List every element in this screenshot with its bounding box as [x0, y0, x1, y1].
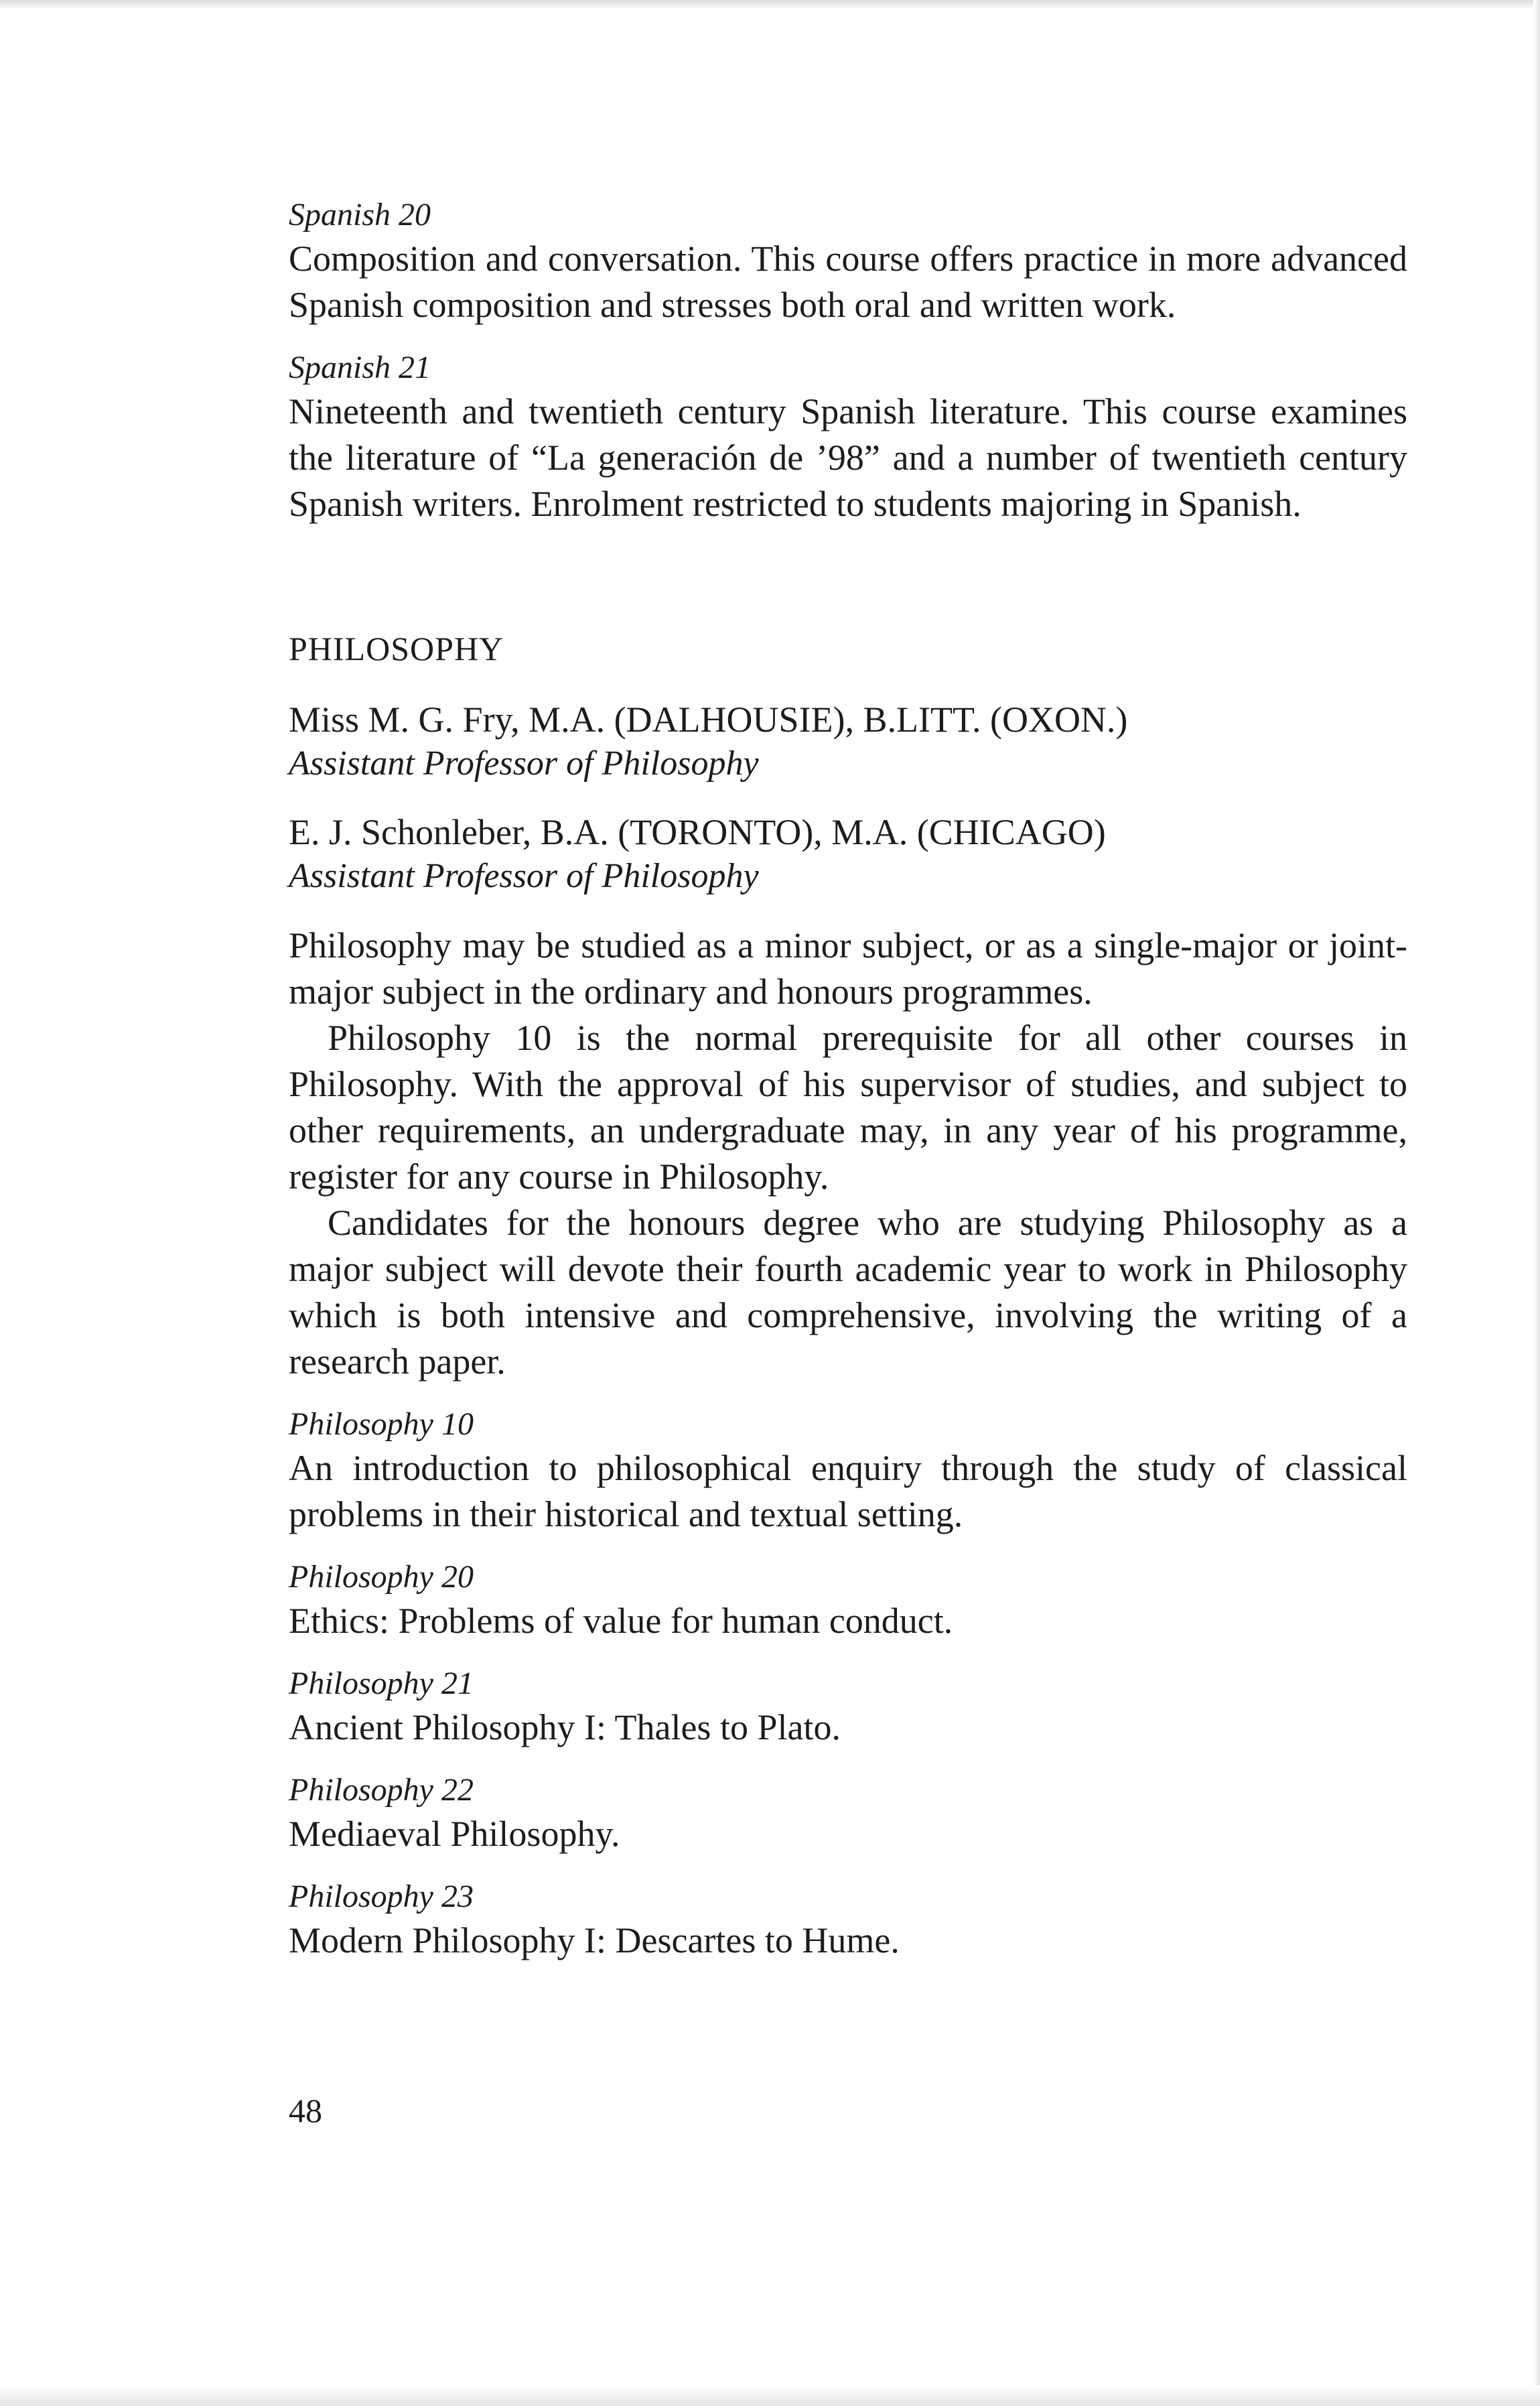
course-philosophy-23 [289, 1876, 1407, 1964]
course-spanish-20 [289, 194, 1407, 328]
course-philosophy-10 [289, 1404, 1407, 1538]
course-description: Ethics: Problems of value for human conduct. [289, 1601, 953, 1641]
course-title: Philosophy 20 [289, 1559, 474, 1595]
course-spanish-21 [289, 347, 1407, 527]
faculty-name: Miss M. G. Fry, M.A. (DALHOUSIE), B.LITT. (OXON.) [289, 699, 1128, 740]
faculty-member [289, 810, 1407, 898]
philosophy-overview [289, 923, 1407, 1385]
section-heading-philosophy: PHILOSOPHY [289, 630, 504, 667]
course-title: Spanish 20 [289, 197, 431, 232]
course-description: Modern Philosophy I: Descartes to Hume. [289, 1920, 900, 1960]
faculty-title: Assistant Professor of Philosophy [289, 744, 759, 783]
course-philosophy-21 [289, 1663, 1407, 1751]
page-content [289, 194, 1407, 1983]
faculty-name: E. J. Schonleber, B.A. (TORONTO), M.A. (CHICAGO) [289, 812, 1106, 852]
page-top-edge [0, 0, 1540, 9]
course-description: Ancient Philosophy I: Thales to Plato. [289, 1707, 841, 1747]
faculty-title: Assistant Professor of Philosophy [289, 857, 759, 895]
page-number: 48 [289, 2092, 322, 2129]
course-description: Nineteenth and twentieth century Spanish literature. This course examines the literature of “La generación de ’98” and a number of twentieth century Spanish writers. Enrolment restricted to students majoring in Spanish. [289, 391, 1407, 524]
page-bottom-edge [0, 2385, 1540, 2406]
course-description: Mediaeval Philosophy. [289, 1814, 620, 1854]
course-title: Philosophy 23 [289, 1879, 474, 1914]
course-philosophy-20 [289, 1556, 1407, 1644]
paragraph: Candidates for the honours degree who are studying Philosophy as a major subject will devote their fourth academic year to work in Philosophy which is both intensive and comprehensive, involving the writing of a research paper. [289, 1203, 1407, 1382]
course-title: Philosophy 22 [289, 1772, 474, 1808]
page-right-edge [1533, 0, 1540, 2406]
paragraph: Philosophy may be studied as a minor subject, or as a single-major or joint-major subject in the ordinary and honours programmes. [289, 925, 1407, 1012]
course-philosophy-22 [289, 1769, 1407, 1857]
course-title: Philosophy 10 [289, 1406, 474, 1442]
faculty-member [289, 697, 1407, 786]
paragraph: Philosophy 10 is the normal prerequisite for all other courses in Philosophy. With the approval of his supervisor of studies, and subject to other requirements, an undergraduate may, in any year of his programme, register for any course in Philosophy. [289, 1018, 1407, 1197]
course-title: Spanish 21 [289, 350, 431, 385]
course-title: Philosophy 21 [289, 1666, 474, 1701]
course-description: An introduction to philosophical enquiry through the study of classical problems in their historical and textual setting. [289, 1448, 1407, 1534]
course-description: Composition and conversation. This course offers practice in more advanced Spanish composition and stresses both oral and written work. [289, 239, 1407, 325]
